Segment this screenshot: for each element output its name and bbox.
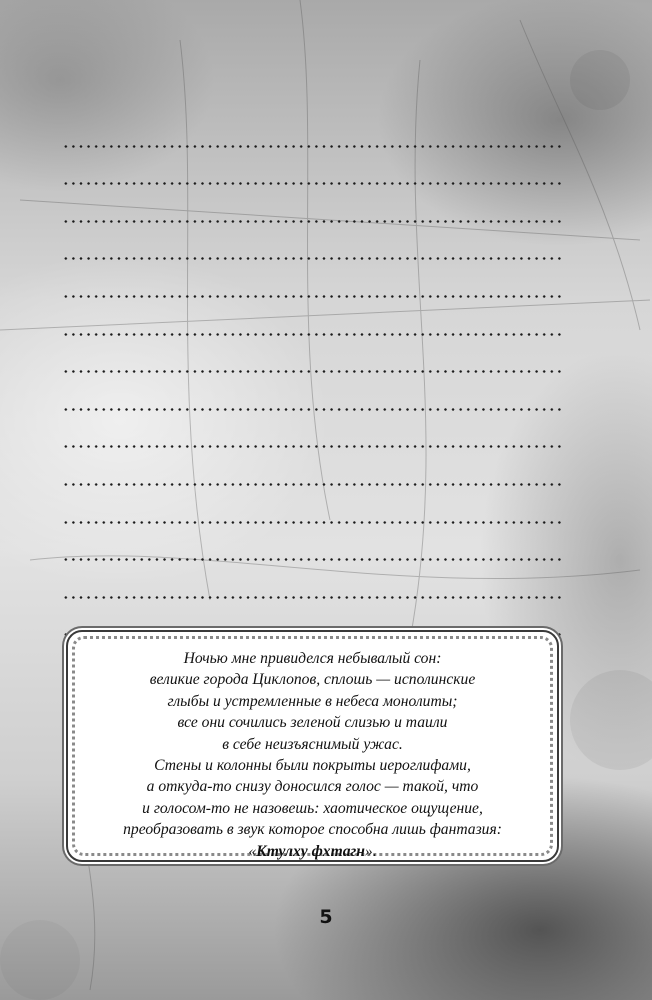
quote-open-mark: « [248, 842, 257, 860]
note-line[interactable] [62, 306, 562, 344]
quote-chant: Ктулху фхтагн [256, 842, 365, 860]
quote-last-line [82, 841, 543, 862]
page-number: 5 [319, 906, 333, 928]
note-line[interactable] [62, 344, 562, 382]
quote-line: Ночью мне привиделся небывалый сон: [183, 650, 442, 667]
note-line[interactable] [62, 569, 562, 607]
note-line[interactable] [62, 118, 562, 156]
note-line[interactable] [62, 381, 562, 419]
quote-line: глыбы и устремленные в небеса монолиты; [167, 692, 458, 710]
note-lines [62, 118, 562, 644]
note-line[interactable] [62, 532, 562, 570]
quote-line: а откуда-то снизу доносился голос — такой, что [146, 778, 479, 796]
quote-line: Стены и колонны были покрыты иероглифами, [154, 757, 471, 775]
note-line[interactable] [62, 156, 562, 194]
note-line[interactable] [62, 268, 562, 306]
quote-line: в себе неизъяснимый ужас. [222, 735, 403, 753]
note-line[interactable] [62, 494, 562, 532]
quote-line: преобразовать в звук которое способна лишь фантазия: [123, 821, 502, 839]
quote-close-mark: ». [364, 842, 377, 860]
quote-line: великие города Циклопов, сплошь — исполинские [149, 671, 476, 689]
quote-frame [66, 630, 559, 862]
note-line[interactable] [62, 456, 562, 494]
quote-line: и голосом-то не назовешь: хаотическое ощущение, [142, 799, 483, 817]
note-line[interactable] [62, 193, 562, 231]
quote-line: все они сочились зеленой слизью и таили [177, 714, 448, 732]
quote-text [82, 648, 543, 862]
note-line[interactable] [62, 419, 562, 457]
note-line[interactable] [62, 231, 562, 269]
